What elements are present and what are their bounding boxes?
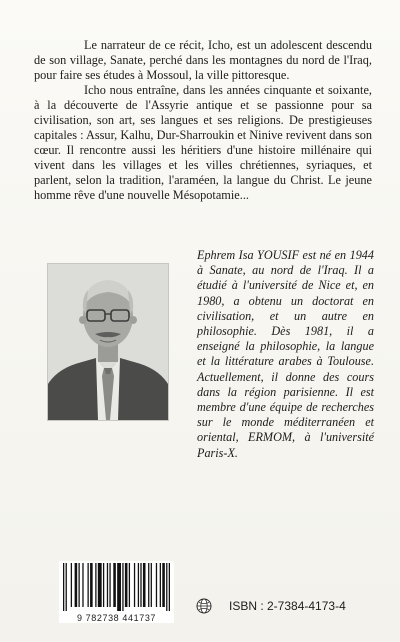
barcode-bar — [117, 563, 121, 611]
barcode-bar — [156, 563, 157, 607]
author-photo — [47, 263, 169, 421]
barcode-bar — [98, 563, 102, 607]
barcode-bar — [90, 563, 93, 607]
barcode-bar — [151, 563, 152, 607]
barcode-bar — [125, 563, 128, 607]
globe-logo-icon — [196, 598, 212, 614]
barcode-bar — [143, 563, 146, 607]
barcode-bar — [87, 563, 88, 607]
barcode-bar — [113, 563, 116, 607]
barcode-bar — [63, 563, 64, 611]
barcode-bar — [78, 563, 79, 607]
blurb-paragraph-1: Le narrateur de ce récit, Icho, est un adolescent descendu de son village, Sanate, perché dans les montagnes du nord de l'Iraq, pour faire ses études à Mossoul, la ville pittoresque. — [34, 38, 372, 82]
barcode-bar — [140, 563, 141, 607]
barcode-bar — [134, 563, 135, 607]
isbn: ISBN : 2-7384-4173-4 — [229, 599, 346, 613]
barcode-bar — [138, 563, 139, 607]
barcode-bar — [148, 563, 149, 607]
barcode-bar — [82, 563, 83, 607]
barcode-digits: 9 782738 441737 — [76, 613, 157, 623]
book-blurb — [34, 38, 372, 203]
barcode-bar — [107, 563, 108, 607]
barcode-bar — [160, 563, 161, 607]
barcode-bar — [129, 563, 130, 607]
barcode-bar — [166, 563, 167, 611]
author-biography: Ephrem Isa YOUSIF est né en 1944 à Sanate, au nord de l'Iraq. Il a étudié à l'université de Nice et, en 1980, a obtenu un doctorat en civilisation, et un autre en philosophie. Dès 1981, il a enseigné la philosophie, la langue et la littérature arabes à Toulouse. Actuellement, il donne des cours dans la région parisienne. Il est membre d'une équipe de recherches sur le monde méditerranéen et oriental, ERMOM, à l'université Paris-X. — [197, 248, 374, 460]
barcode-bar — [103, 563, 104, 607]
barcode-bar — [162, 563, 165, 607]
barcode-bar — [95, 563, 96, 607]
barcode-bar — [71, 563, 72, 607]
barcode-bars — [59, 561, 174, 611]
barcode — [59, 561, 174, 623]
barcode-bar — [66, 563, 67, 611]
author-portrait — [48, 264, 168, 420]
barcode-bar — [109, 563, 110, 607]
barcode-bar — [169, 563, 170, 611]
blurb-paragraph-2: Icho nous entraîne, dans les années cinquante et soixante, à la découverte de l'Assyrie antique et se passionne pour sa civilisation, son art, ses langues et ses religions. De prestigieuses capitales : Assur, Kalhu, Dur-Sharroukin et Ninive revivent dans son cœur. Il rencontre aussi les héritiers d'une histoire millénaire qui vivent dans les villages et les villes chrétiennes, syriaques, et parlent, selon la tradition, l'araméen, la langue du Christ. Le jeune homme rêve d'une nouvelle Mésopotamie... — [34, 83, 372, 202]
barcode-bar — [75, 563, 78, 607]
barcode-bar — [122, 563, 123, 611]
